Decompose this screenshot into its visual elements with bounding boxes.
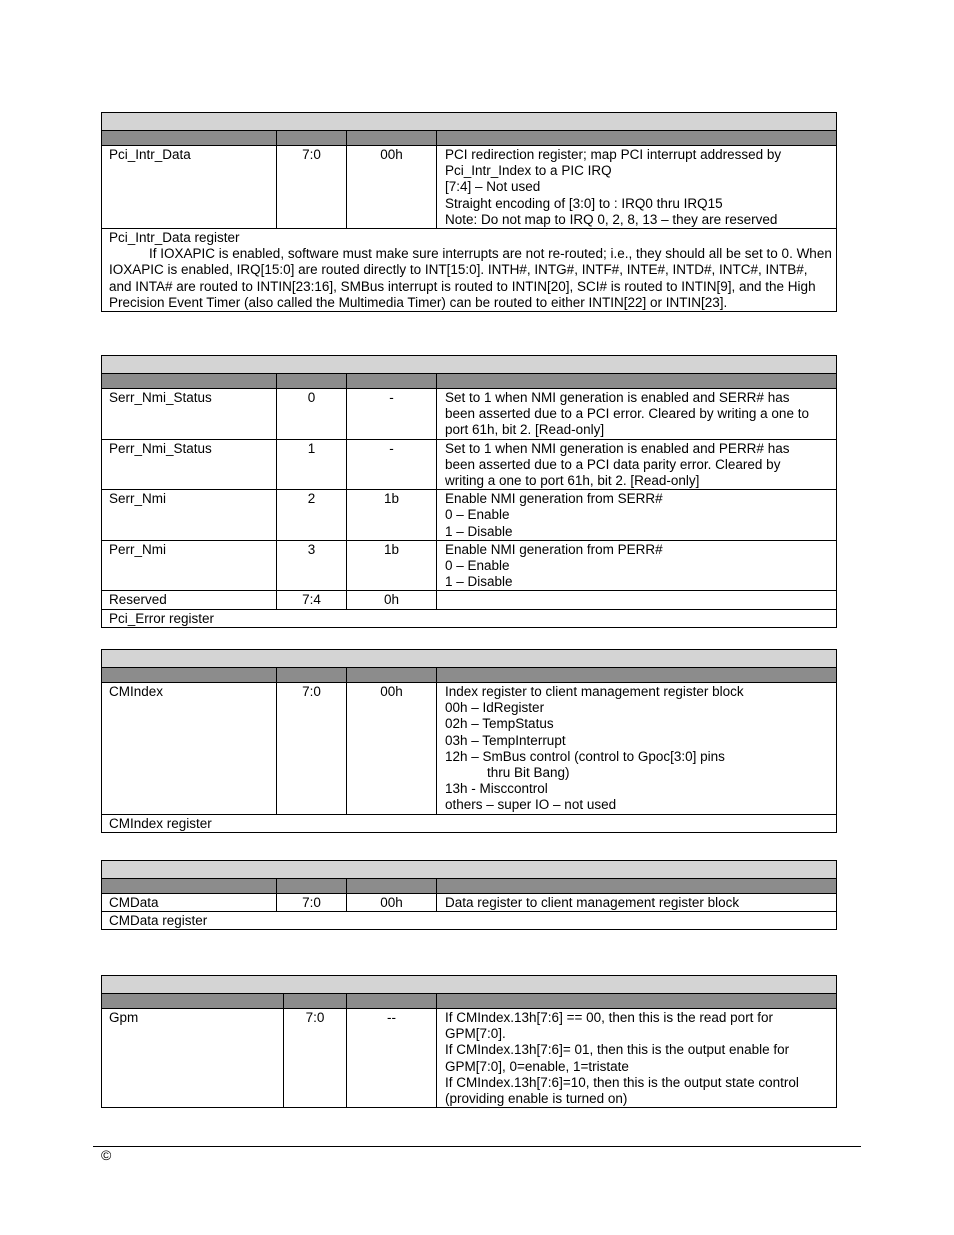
copyright-symbol: © bbox=[101, 1147, 112, 1163]
table-row bbox=[102, 540, 837, 591]
desc-line: 03h – TempInterrupt bbox=[445, 732, 566, 748]
desc-line: Straight encoding of [3:0] to : IRQ0 thru IRQ15 bbox=[445, 195, 723, 211]
field-name: CMData bbox=[102, 894, 277, 912]
desc-line: GPM[7:0], 0=enable, 1=tristate bbox=[445, 1058, 629, 1074]
pci-intr-data-table bbox=[101, 112, 837, 312]
footer-divider bbox=[93, 1146, 861, 1147]
field-default: 00h bbox=[347, 683, 437, 815]
desc-line: thru Bit Bang) bbox=[487, 765, 570, 781]
field-description bbox=[437, 490, 837, 541]
cmdata-table bbox=[101, 860, 837, 930]
desc-line: port 61h, bit 2. [Read-only] bbox=[445, 422, 605, 438]
field-name: Reserved bbox=[102, 591, 277, 609]
desc-line: Set to 1 when NMI generation is enabled and SERR# has bbox=[445, 390, 790, 405]
table-row bbox=[102, 146, 837, 229]
desc-line: Data register to client management register block bbox=[445, 895, 740, 910]
desc-line: Set to 1 when NMI generation is enabled and PERR# has bbox=[445, 440, 790, 456]
field-bits: 1 bbox=[277, 439, 347, 490]
field-bits: 7:4 bbox=[277, 591, 347, 609]
desc-line: Pci_Intr_Index to a PIC IRQ bbox=[445, 163, 612, 179]
table-header-row bbox=[102, 994, 837, 1009]
field-default: 00h bbox=[347, 894, 437, 912]
desc-line: (providing enable is turned on) bbox=[445, 1091, 628, 1107]
field-bits: 3 bbox=[277, 540, 347, 591]
table-header-row bbox=[102, 879, 837, 894]
table-row bbox=[102, 591, 837, 609]
field-description bbox=[437, 146, 837, 229]
desc-line: others – super IO – not used bbox=[445, 797, 617, 813]
table-footer-row bbox=[102, 609, 837, 627]
desc-line: 1 – Disable bbox=[445, 574, 513, 590]
field-description bbox=[437, 894, 837, 912]
field-bits: 7:0 bbox=[277, 894, 347, 912]
desc-line: Enable NMI generation from SERR# bbox=[445, 491, 663, 507]
field-default: -- bbox=[347, 1009, 437, 1108]
field-name: Pci_Intr_Data bbox=[102, 146, 277, 229]
register-caption: CMData register bbox=[102, 912, 837, 930]
field-default: - bbox=[347, 439, 437, 490]
field-bits: 2 bbox=[277, 490, 347, 541]
desc-line: writing a one to port 61h, bit 2. [Read-only] bbox=[445, 473, 700, 489]
table-row bbox=[102, 389, 837, 440]
table-footer-row bbox=[102, 229, 837, 312]
field-name: Serr_Nmi bbox=[102, 490, 277, 541]
desc-line: If CMIndex.13h[7:6]=10, then this is the output state control bbox=[445, 1074, 799, 1090]
field-description bbox=[437, 439, 837, 490]
field-default: - bbox=[347, 389, 437, 440]
field-name: Perr_Nmi bbox=[102, 540, 277, 591]
desc-line: been asserted due to a PCI data parity error. Cleared by bbox=[445, 456, 781, 472]
field-default: 1b bbox=[347, 490, 437, 541]
desc-line: 1 – Disable bbox=[445, 523, 513, 539]
field-name: CMIndex bbox=[102, 683, 277, 815]
table-header-row bbox=[102, 374, 837, 389]
desc-line: If CMIndex.13h[7:6] == 00, then this is the read port for bbox=[445, 1010, 773, 1025]
field-description bbox=[437, 683, 837, 815]
register-caption: Pci_Error register bbox=[102, 609, 837, 627]
table-header-row bbox=[102, 668, 837, 683]
table-row bbox=[102, 490, 837, 541]
desc-line: [7:4] – Not used bbox=[445, 179, 541, 195]
field-description bbox=[437, 540, 837, 591]
table-row bbox=[102, 439, 837, 490]
desc-line: Note: Do not map to IRQ 0, 2, 8, 13 – they are reserved bbox=[445, 211, 778, 227]
pci-error-table bbox=[101, 355, 837, 628]
desc-line: 13h - Misccontrol bbox=[445, 781, 548, 797]
field-bits: 7:0 bbox=[284, 1009, 347, 1108]
desc-line: PCI redirection register; map PCI interrupt addressed by bbox=[445, 147, 782, 162]
field-default: 00h bbox=[347, 146, 437, 229]
desc-line: 02h – TempStatus bbox=[445, 716, 554, 732]
field-default: 1b bbox=[347, 540, 437, 591]
desc-line: GPM[7:0]. bbox=[445, 1026, 506, 1042]
field-default: 0h bbox=[347, 591, 437, 609]
table-title-bar bbox=[102, 861, 837, 879]
field-description bbox=[437, 1009, 837, 1108]
table-footer-row bbox=[102, 814, 837, 832]
desc-line: Enable NMI generation from PERR# bbox=[445, 541, 663, 557]
desc-line: been asserted due to a PCI error. Cleared by writing a one to bbox=[445, 406, 809, 422]
field-name: Gpm bbox=[102, 1009, 284, 1108]
desc-line: 0 – Enable bbox=[445, 558, 510, 574]
register-notes: If IOXAPIC is enabled, software must make sure interrupts are not re-routed; i.e., they should all be set to 0. When IOXAPIC is enabled, IRQ[15:0] are routed directly to INT[15:0]. INTH#, INTG#, INTF#, INTE#, INTD#, INTC#, INTB#, and INTA# are routed to INTIN[23:16], SMBus interrupt is routed to INTIN[20], SCI# is routed to INTIN[9], and the High Precision Event Timer (also called the Multimedia Timer) can be routed to either INTIN[22] or INTIN[23]. bbox=[109, 246, 832, 310]
desc-line: 12h – SmBus control (control to Gpoc[3:0] pins bbox=[445, 748, 725, 764]
field-bits: 7:0 bbox=[277, 683, 347, 815]
desc-line: 0 – Enable bbox=[445, 507, 510, 523]
table-row bbox=[102, 1009, 837, 1108]
field-name: Perr_Nmi_Status bbox=[102, 439, 277, 490]
register-caption: Pci_Intr_Data register bbox=[109, 230, 240, 246]
register-caption: CMIndex register bbox=[102, 814, 837, 832]
field-bits: 7:0 bbox=[277, 146, 347, 229]
table-title-bar bbox=[102, 356, 837, 374]
gpm-table bbox=[101, 975, 837, 1108]
table-title-bar bbox=[102, 976, 837, 994]
table-title-bar bbox=[102, 650, 837, 668]
field-description bbox=[437, 591, 837, 609]
table-title-bar bbox=[102, 113, 837, 131]
cmindex-table bbox=[101, 649, 837, 833]
desc-line: If CMIndex.13h[7:6]= 01, then this is the output enable for bbox=[445, 1042, 790, 1058]
desc-line: Index register to client management register block bbox=[445, 684, 744, 699]
table-row bbox=[102, 683, 837, 815]
desc-line: 00h – IdRegister bbox=[445, 700, 545, 716]
table-header-row bbox=[102, 131, 837, 146]
table-row bbox=[102, 894, 837, 912]
field-bits: 0 bbox=[277, 389, 347, 440]
field-description bbox=[437, 389, 837, 440]
field-name: Serr_Nmi_Status bbox=[102, 389, 277, 440]
table-footer-row bbox=[102, 912, 837, 930]
